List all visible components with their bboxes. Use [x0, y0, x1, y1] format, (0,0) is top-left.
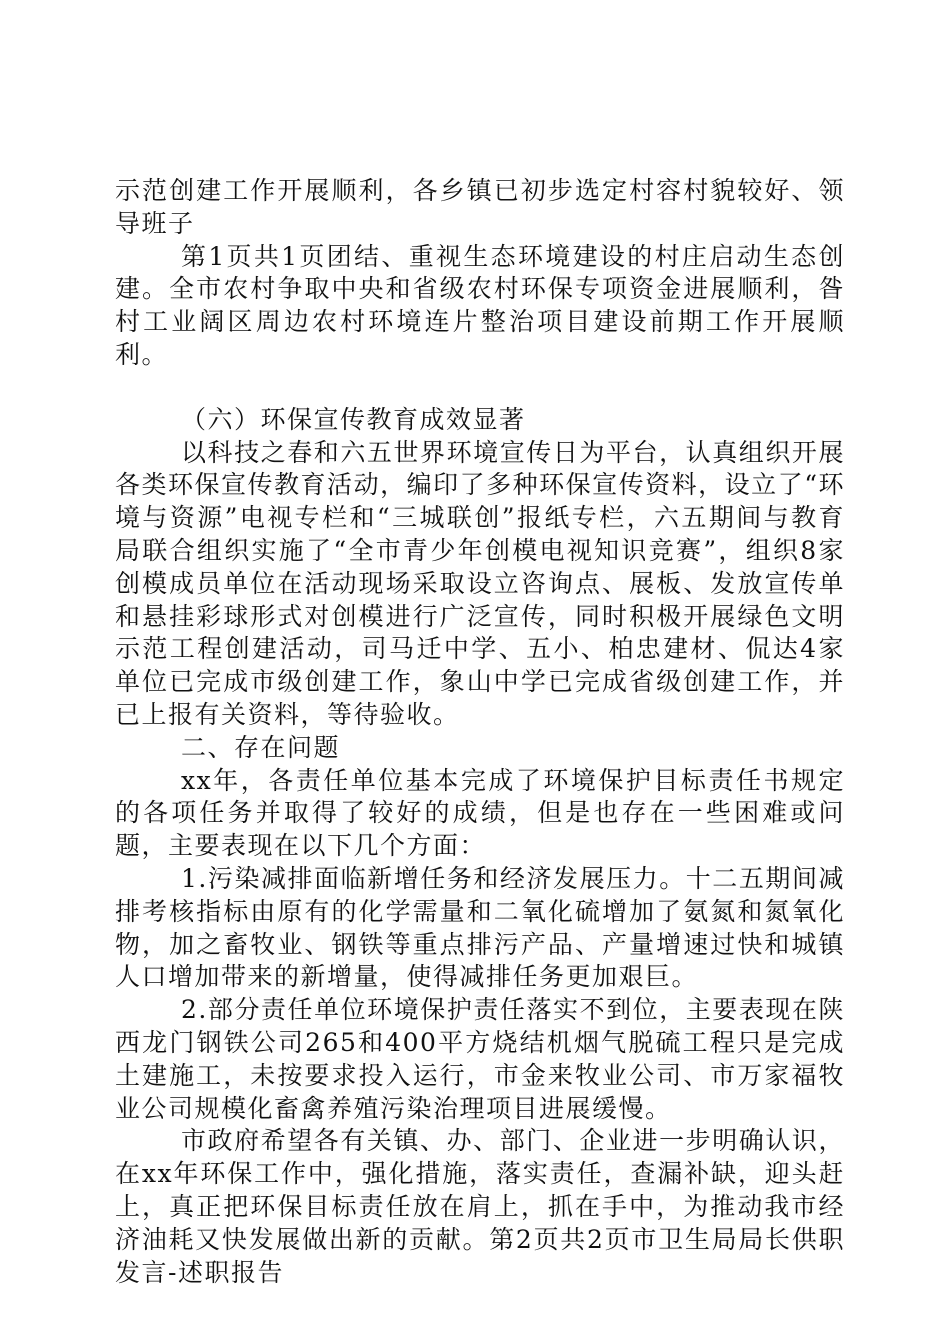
paragraph-conclusion: 市政府希望各有关镇、办、部门、企业进一步明确认识，在xx年环保工作中，强化措施，落实责任，查漏补缺，迎头赶上，真正把环保目标责任放在肩上，抓在手中，为推动我市经济油耗又快发展做出新的贡献。第2页共2页市卫生局局长供职发言-述职报告 [115, 1126, 845, 1287]
section-heading-publicity: （六）环保宣传教育成效显著 [181, 404, 526, 434]
paragraph-problems-intro: xx年，各责任单位基本完成了环境保护目标责任书规定的各项任务并取得了较好的成绩，但是也存在一些困难或问题，主要表现在以下几个方面： [115, 765, 845, 861]
paragraph-problem-2: 2.部分责任单位环境保护责任落实不到位，主要表现在陕西龙门钢铁公司265和400平方烧结机烟气脱硫工程只是完成土建施工，未按要求投入运行，市金来牧业公司、市万家福牧业公司规模化畜禽养殖污染治理项目进展缓慢。 [115, 995, 845, 1123]
document-body [115, 175, 845, 1289]
paragraph-rural-funding: 第1页共1页团结、重视生态环境建设的村庄启动生态创建。全市农村争取中央和省级农村环保专项资金进展顺利，昝村工业阔区周边农村环境连片整治项目建设前期工作开展顺利。 [115, 241, 845, 369]
paragraph-publicity: 以科技之春和六五世界环境宣传日为平台，认真组织开展各类环保宣传教育活动，编印了多种环保宣传资料，设立了“环境与资源”电视专栏和“三城联创”报纸专栏，六五期间与教育局联合组织实施了“全市青少年创模电视知识竞赛”，组织8家创模成员单位在活动现场采取设立咨询点、展板、发放宣传单和悬挂彩球形式对创模进行广泛宣传，同时积极开展绿色文明示范工程创建活动，司马迁中学、五小、柏忠建材、侃达4家单位已完成市级创建工作，象山中学已完成省级创建工作，并已上报有关资料，等待验收。 [115, 437, 845, 729]
paragraph-problem-1: 1.污染减排面临新增任务和经济发展压力。十二五期间减排考核指标由原有的化学需量和二氧化硫增加了氨氮和氮氧化物，加之畜牧业、钢铁等重点排污产品、产量增速过快和城镇人口增加带来的新增量，使得减排任务更加艰巨。 [115, 863, 845, 992]
section-heading-problems: 二、存在问题 [181, 732, 341, 762]
paragraph-continuation: 示范创建工作开展顺利，各乡镇已初步选定村容村貌较好、领导班子 [115, 176, 845, 238]
